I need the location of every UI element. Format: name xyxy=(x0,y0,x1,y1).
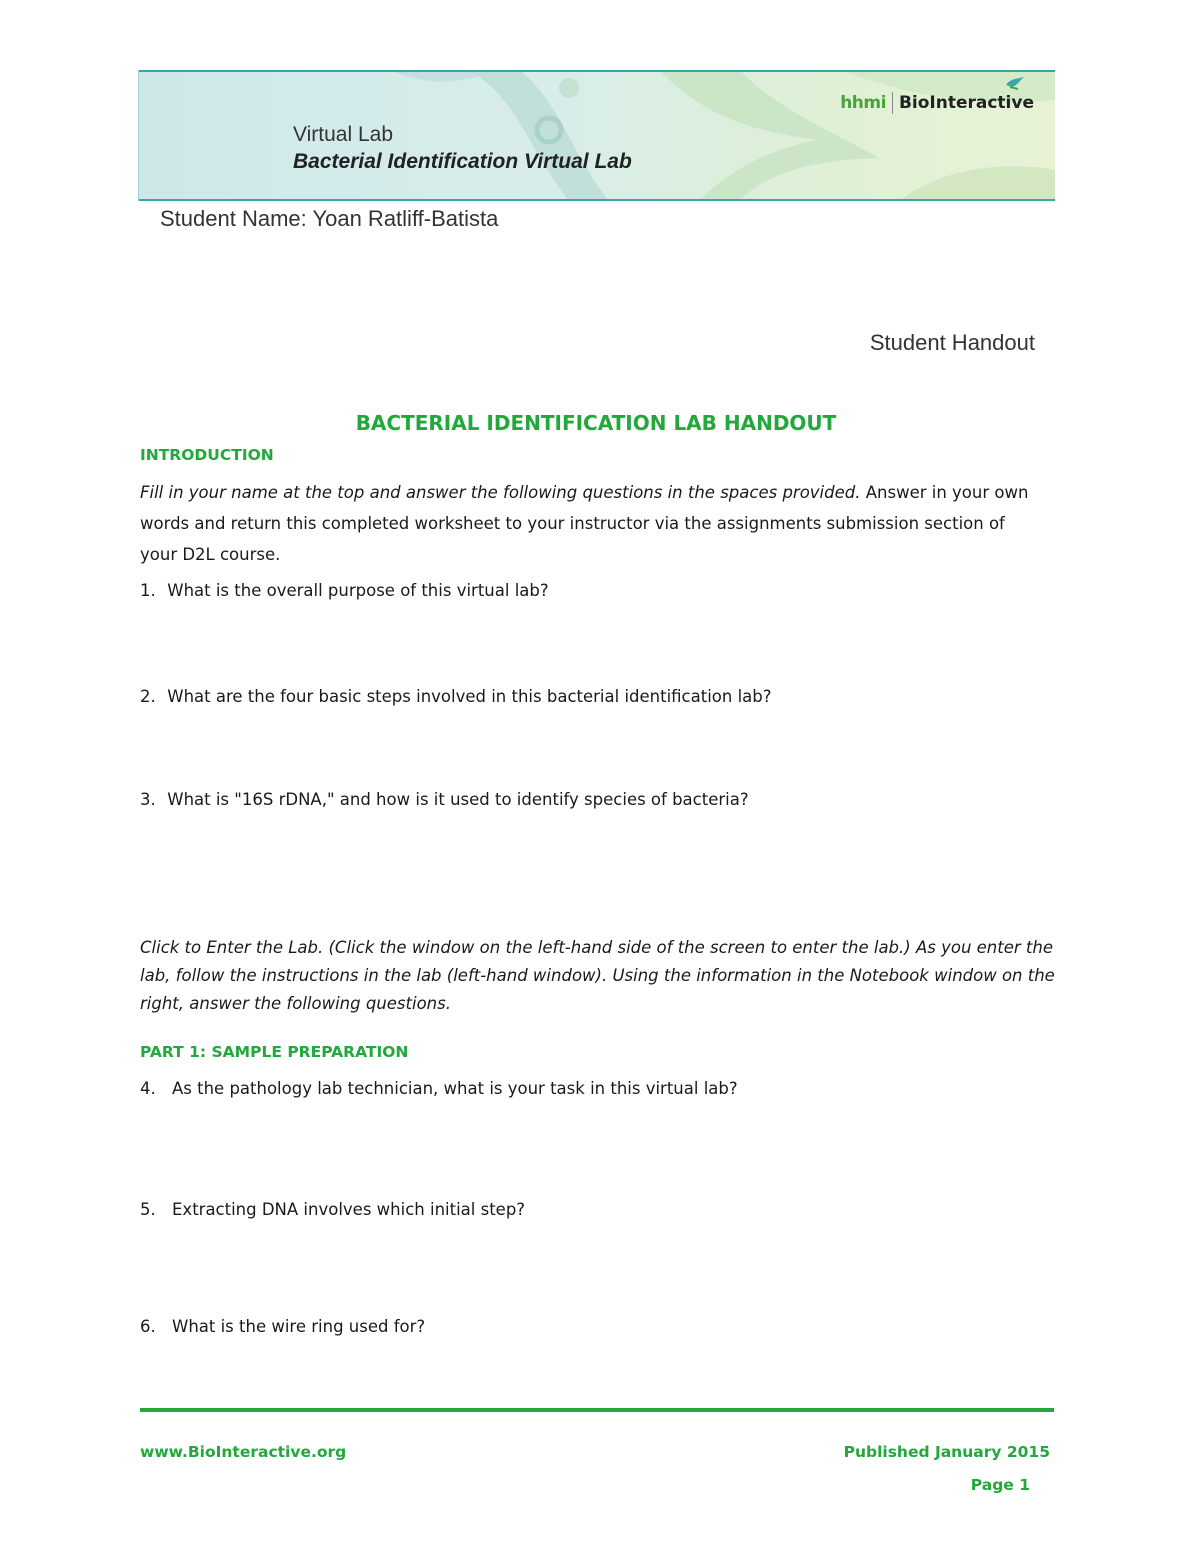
header-banner xyxy=(138,70,1055,201)
lab-title: Bacterial Identification Virtual Lab xyxy=(293,150,632,173)
lab-kind: Virtual Lab xyxy=(293,123,394,146)
question-text: As the pathology lab technician, what is your task in this virtual lab? xyxy=(172,1079,738,1098)
page-number: Page 1 xyxy=(970,1476,1030,1494)
question-number: 4. xyxy=(140,1079,156,1098)
question-3 xyxy=(140,790,749,809)
question-2 xyxy=(140,687,772,706)
footer-website-link[interactable]: www.BioInteractive.org xyxy=(140,1443,347,1461)
part1-heading: PART 1: SAMPLE PREPARATION xyxy=(140,1043,409,1061)
question-text: What are the four basic steps involved in this bacterial identification lab? xyxy=(167,687,772,706)
logo-biointeractive: BioInteractive xyxy=(898,93,1034,113)
banner-bottom-line xyxy=(139,199,1055,201)
question-5 xyxy=(140,1200,525,1219)
question-number: 1. xyxy=(140,581,156,600)
logo-hhmi: hhmi xyxy=(840,93,886,113)
banner-top-line xyxy=(139,70,1055,72)
introduction-text-regular: Answer in your own words and return this completed worksheet to your instructor via the assignments submission section of your D2L course. xyxy=(140,483,1029,564)
logo-separator xyxy=(892,92,893,114)
question-6 xyxy=(140,1317,425,1336)
document-title: BACTERIAL IDENTIFICATION LAB HANDOUT xyxy=(355,411,837,435)
hhmi-biointeractive-logo xyxy=(840,92,1034,114)
question-text: What is "16S rDNA," and how is it used to identify species of bacteria? xyxy=(167,790,749,809)
question-number: 5. xyxy=(140,1200,156,1219)
question-text: What is the overall purpose of this virtual lab? xyxy=(167,581,549,600)
introduction-text-italic: Fill in your name at the top and answer the following questions in the spaces provided. xyxy=(140,483,861,502)
student-name: Student Name: Yoan Ratliff-Batista xyxy=(160,206,499,231)
bird-logo-icon xyxy=(1004,75,1026,91)
question-number: 2. xyxy=(140,687,156,706)
question-4 xyxy=(140,1079,738,1098)
question-text: What is the wire ring used for? xyxy=(172,1317,426,1336)
footer-published-date: Published January 2015 xyxy=(843,1443,1050,1461)
question-number: 6. xyxy=(140,1317,156,1336)
introduction-heading: INTRODUCTION xyxy=(140,446,274,464)
question-number: 3. xyxy=(140,790,156,809)
question-1 xyxy=(140,581,549,600)
handout-label: Student Handout xyxy=(869,330,1035,355)
lab-instructions: Click to Enter the Lab. (Click the window on the left-hand side of the screen to enter the lab.) As you enter the lab, follow the instructions in the lab (left-hand window). Using the information in the Notebook window on the right, answer the following questions. xyxy=(140,938,1055,1013)
introduction-text xyxy=(140,477,1040,570)
footer-divider xyxy=(140,1408,1054,1412)
question-text: Extracting DNA involves which initial step? xyxy=(172,1200,526,1219)
banner-decoration xyxy=(139,70,1055,201)
